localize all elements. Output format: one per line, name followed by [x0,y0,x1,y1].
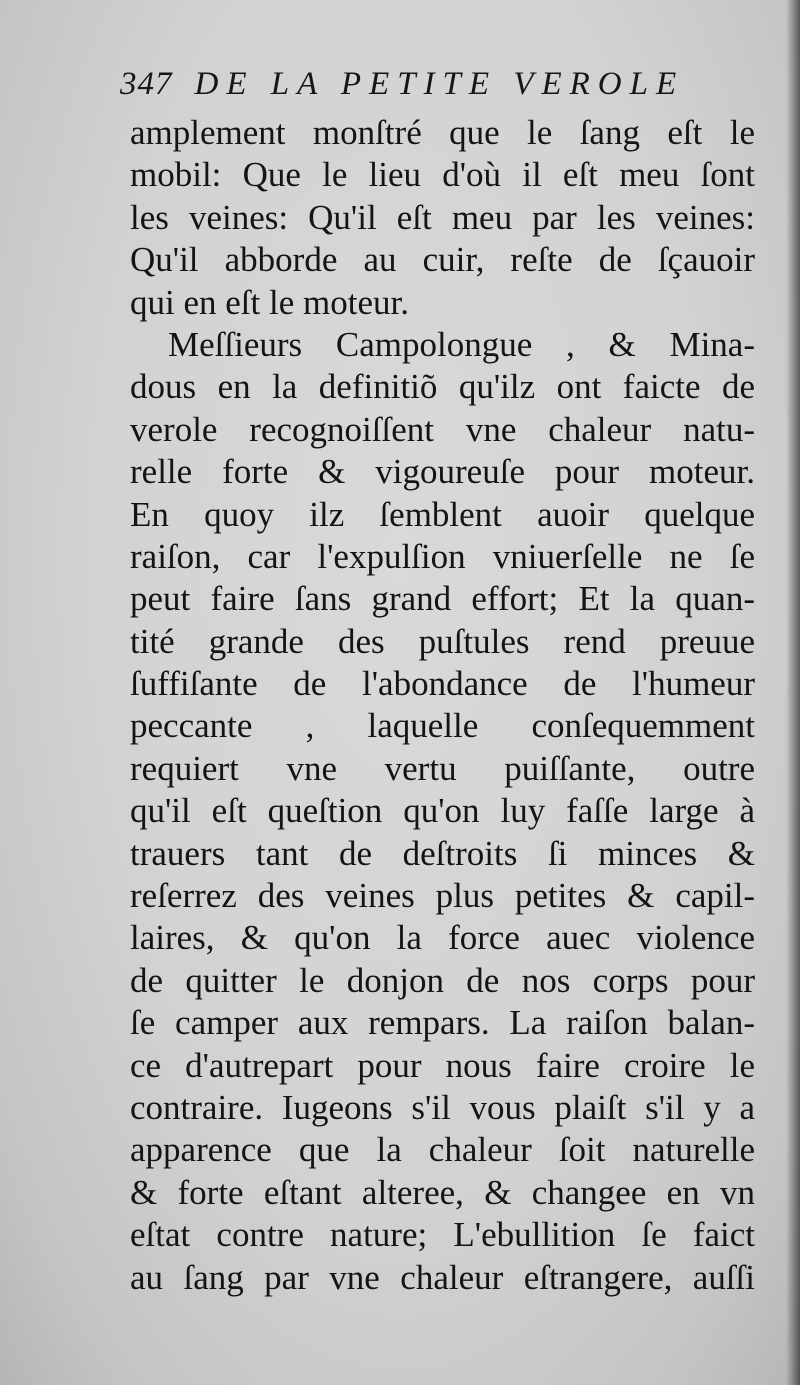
text-line: peccante , laquelle conſequemment [130,706,755,746]
running-header [120,66,740,116]
text-line: peut faire ſans grand effort; Et la quan- [130,579,755,619]
text-line: reſerrez des veines plus petites & capil- [130,876,755,916]
text-line: laires, & qu'on la force auec violence [130,918,755,958]
text-line: Qu'il abborde au cuir, reſte de ſçauoir [130,240,755,280]
text-line: eſtat contre nature; L'ebullition ſe faict [130,1215,755,1255]
text-line: ſe camper aux rempars. La raiſon balan- [130,1003,755,1043]
text-line: les veines: Qu'il eſt meu par les veines: [130,197,755,237]
text-line: mobil: Que le lieu d'où il eſt meu ſont [130,155,755,195]
text-line: tité grande des puſtules rend preuue [130,621,755,661]
text-line: relle forte & vigoureuſe pour moteur. [130,452,755,492]
text-line: raiſon, car l'expulſion vniuerſelle ne ſe [130,536,755,576]
text-line: apparence que la chaleur ſoit naturelle [130,1130,755,1170]
text-line: au ſang par vne chaleur eſtrangere, auſſi [130,1257,755,1297]
text-line: contraire. Iugeons s'il vous plaiſt s'il y a [130,1087,755,1127]
text-line: requiert vne vertu puiſſante, outre [130,748,755,788]
text-line: de quitter le donjon de nos corps pour [130,960,755,1000]
body-text [130,112,755,1299]
text-line: ce d'autrepart pour nous faire croire le [130,1045,755,1085]
running-title: DE LA PETITE VEROLE [194,66,685,102]
text-line: verole recognoiſſent vne chaleur natu- [130,409,755,449]
paragraph-start-line: Meſſieurs Campolongue , & Mina- [168,324,755,364]
text-line: amplement monſtré que le ſang eſt le [130,113,755,152]
text-line: qui en eſt le moteur. [130,282,409,322]
text-line: trauers tant de deſtroits ſi minces & [130,833,755,873]
text-line: En quoy ilz ſemblent auoir quelque [130,494,755,534]
page-number: 347 [120,66,173,102]
text-line: & forte eſtant alteree, & changee en vn [130,1172,755,1212]
text-line: qu'il eſt queſtion qu'on luy faſſe large à [130,791,755,831]
text-line: ſuffiſante de l'abondance de l'humeur [130,664,755,704]
text-line: dous en la definitiõ qu'ilz ont faicte de [130,367,755,407]
